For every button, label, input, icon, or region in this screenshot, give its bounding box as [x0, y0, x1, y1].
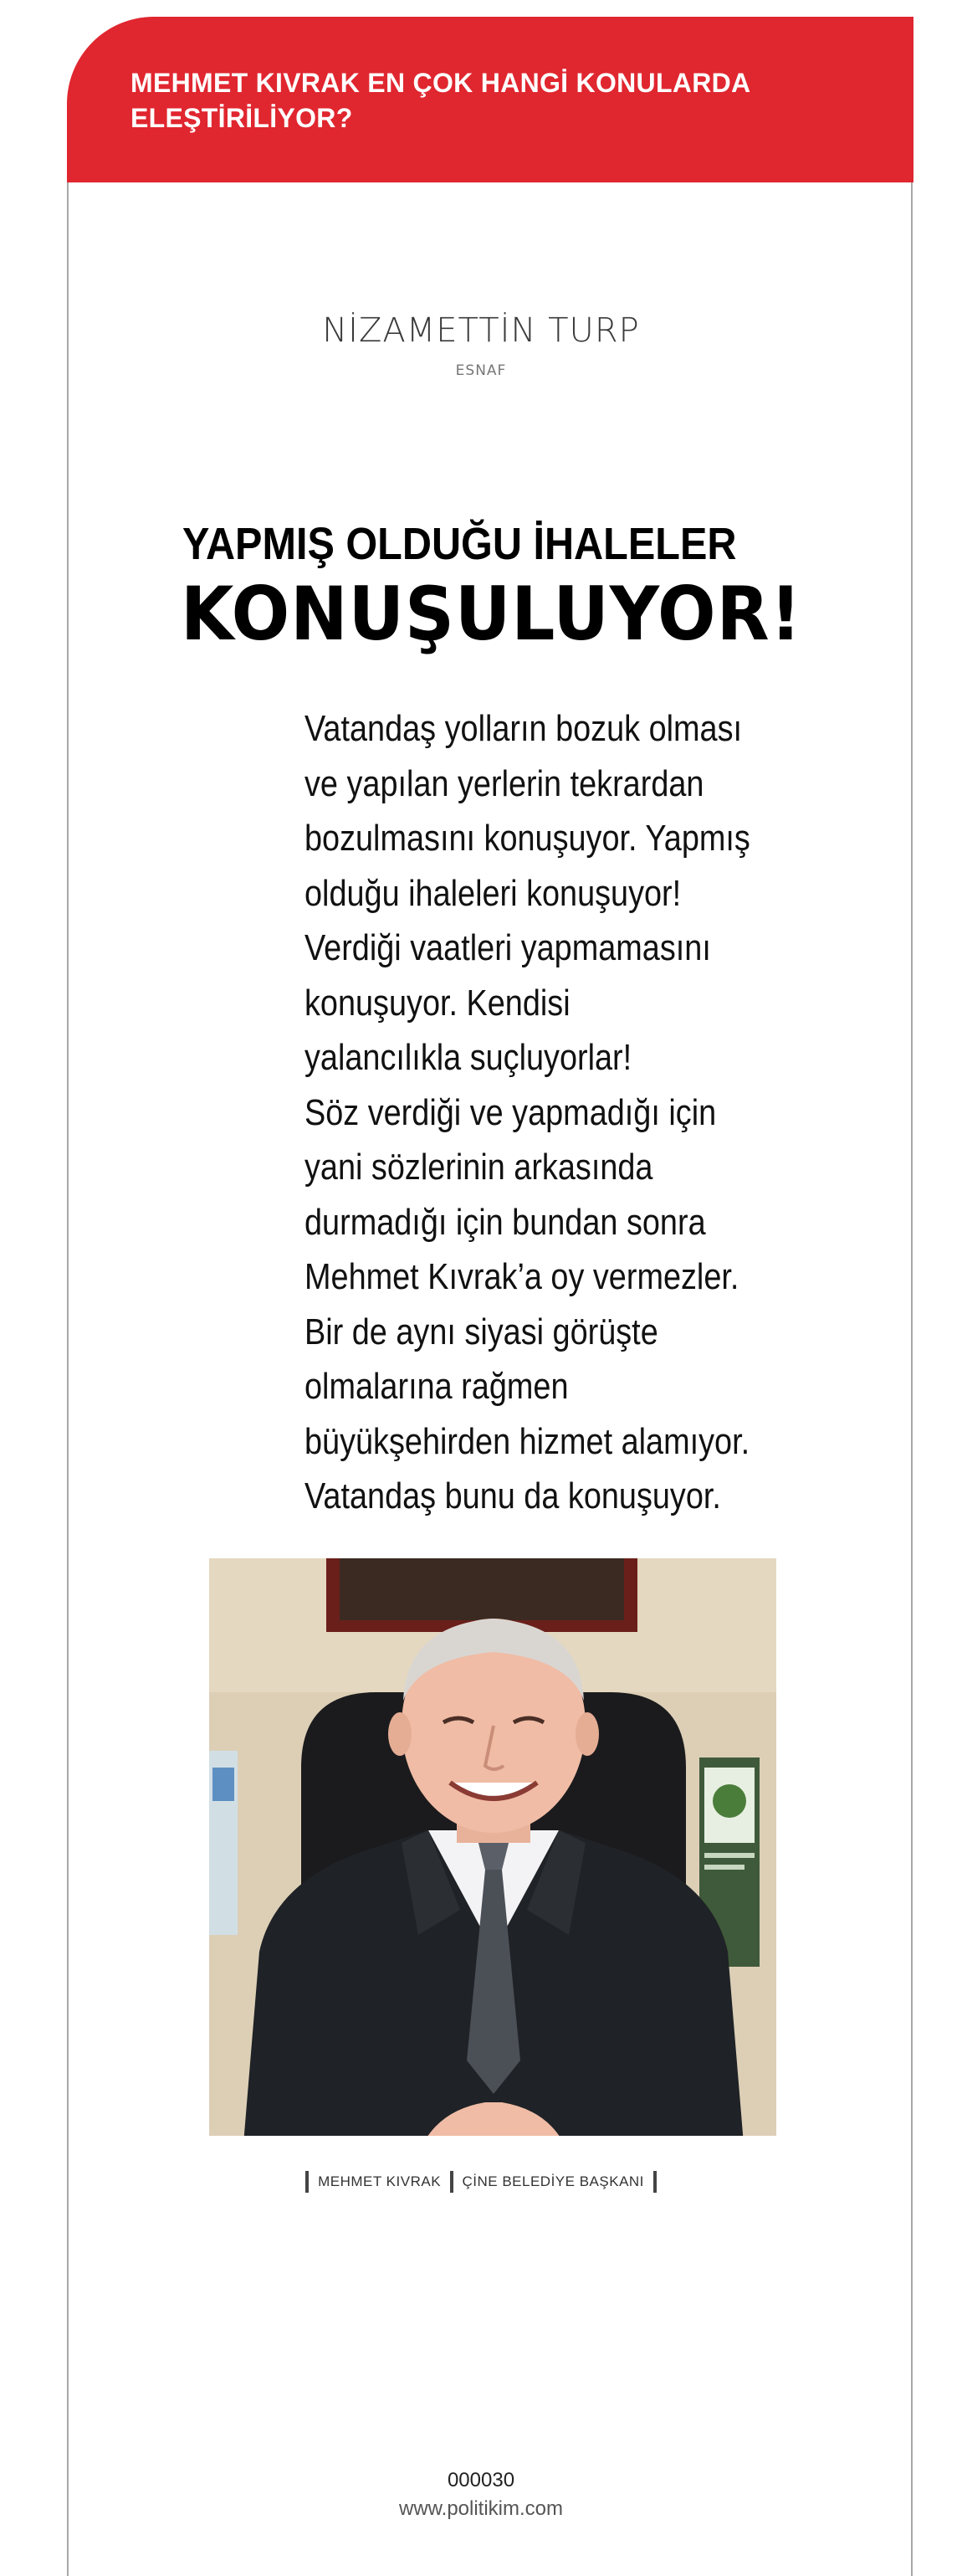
- body-line: Verdiği vaatleri yapmamasını: [304, 927, 711, 968]
- photo-bottle-label: [212, 1768, 234, 1801]
- headline-top: YAPMIŞ OLDUĞU İHALELER: [182, 519, 737, 569]
- body-line: yalancılıkla suçluyorlar!: [304, 1037, 632, 1078]
- portrait-illustration: [209, 1558, 776, 2154]
- body-line: olmalarına rağmen: [304, 1366, 569, 1407]
- photo-ear-left: [388, 1712, 412, 1756]
- header-title-line-1: MEHMET KIVRAK EN ÇOK HANGİ KONULARDA: [130, 68, 751, 98]
- photo-wall-frame-inner: [340, 1558, 624, 1620]
- caption-divider: [653, 2171, 657, 2193]
- photo-brochure-line: [704, 1853, 755, 1858]
- page-number: 000030: [447, 2469, 515, 2491]
- page-frame-left-border: [67, 182, 69, 2576]
- header-title: [130, 65, 863, 136]
- photo-ear-right: [576, 1712, 599, 1756]
- caption-divider: [450, 2171, 453, 2193]
- body-line: Söz verdiği ve yapmadığı için: [304, 1091, 717, 1133]
- photo-desk: [209, 2136, 776, 2154]
- article-body: [304, 701, 750, 1524]
- photo-brochure-logo: [713, 1784, 746, 1818]
- caption-name: MEHMET KIVRAK: [318, 2173, 442, 2189]
- body-line: durmadığı için bundan sonra: [304, 1201, 706, 1243]
- page-frame-right-border: [911, 182, 913, 2576]
- photo-brochure-line: [704, 1865, 745, 1870]
- caption-divider: [305, 2171, 309, 2193]
- header-title-line-2: ELEŞTİRİLİYOR?: [130, 103, 353, 133]
- body-line: büyükşehirden hizmet alamıyor.: [304, 1420, 750, 1462]
- website-link[interactable]: www.politikim.com: [398, 2497, 564, 2520]
- author-role: ESNAF: [455, 362, 507, 379]
- body-line: Vatandaş yolların bozuk olması: [304, 708, 743, 749]
- body-line: olduğu ihaleleri konuşuyor!: [304, 872, 682, 914]
- header-band: [67, 17, 913, 182]
- body-line: bozulmasını konuşuyor. Yapmış: [304, 818, 750, 859]
- body-line: ve yapılan yerlerin tekrardan: [304, 762, 704, 804]
- body-line: konuşuyor. Kendisi: [304, 982, 571, 1024]
- author-name: NİZAMETTİN TURP: [322, 311, 640, 350]
- headline-main: KONUŞULUYOR!: [181, 571, 802, 657]
- caption-title: ÇİNE BELEDİYE BAŞKANI: [462, 2173, 644, 2189]
- body-line: Mehmet Kıvrak’a oy vermezler.: [304, 1256, 739, 1297]
- body-line: Bir de aynı siyasi görüşte: [304, 1311, 658, 1352]
- portrait-photo: [209, 1558, 776, 2154]
- body-line: yani sözlerinin arkasında: [304, 1147, 653, 1188]
- body-line: Vatandaş bunu da konuşuyor.: [304, 1475, 721, 1516]
- photo-caption: [0, 2171, 962, 2193]
